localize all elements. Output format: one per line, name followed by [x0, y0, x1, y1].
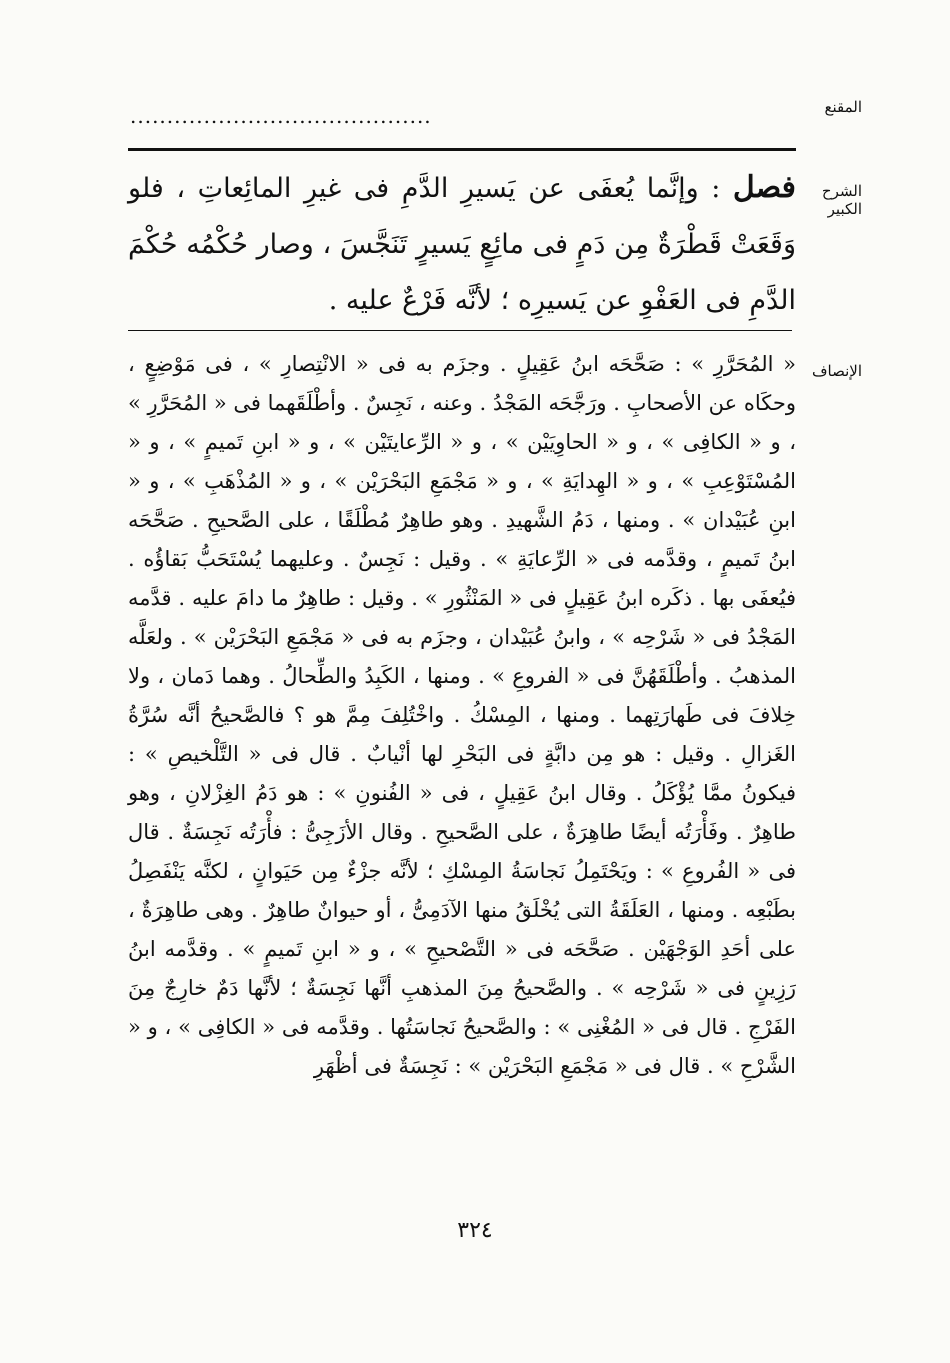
- sharh-text: : وإنَّما يُعفَى عن يَسيرِ الدَّمِ فى غيرِ المائِعاتِ ، فلو وَقَعَتْ قَطْرَةٌ مِن دَمٍ فى مائِعٍ يَسيرٍ تَنَجَّسَ ، وصار حُكْمُه حُكْمَ الدَّمِ فى العَفْوِ عن يَسيرِه ؛ لأنَّه فَرْعٌ عليه .: [128, 173, 796, 316]
- dotted-divider: .........................................: [130, 104, 432, 128]
- insaf-paragraph: « المُحَرَّرِ » : صَحَّحَه ابنُ عَقِيلٍ . وجزَم به فى « الانْتِصارِ » ، فى مَوْضِعٍ ، وحكَاه عن الأصحابِ . ورَجَّحَه المَجْدُ . وعنه ، نَجِسٌ . وأطْلَقَهما فى « المُحَرَّرِ » ، و « الكافِى » ، و « الحاوِيَيْن » ، و « الرِّعايتَيْن » ، و « ابنِ تَميمٍ » ، و « المُسْتَوْعِبِ » ، و « الهِدايَةِ » ، و « مَجْمَعِ البَحْرَيْن » ، و « المُذْهَبِ » ، و « ابنِ عُبَيْدان » . ومنها ، دَمُ الشَّهيدِ . وهو طاهِرٌ مُطْلَقًا ، على الصَّحيحِ . صَحَّحَه ابنُ تَميمٍ ، وقدَّمه فى « الرِّعايَةِ » . وقيل : نَجِسٌ . وعليهما يُسْتَحَبُّ بَقاؤُه . فيُعفَى بها . ذكَره ابنُ عَقِيلٍ فى « المَنْثُورِ » . وقيل : طاهِرٌ ما دامَ عليه . قدَّمه المَجْدُ فى « شَرْحِه » ، وابنُ عُبَيْدان ، وجزَم به فى « مَجْمَعِ البَحْرَيْن » . ولعَلَّه المذهبُ . وأطْلَقَهُنَّ فى « الفروعِ » . ومنها ، الكَبِدُ والطِّحالُ . وهما دَمان ، ولا خِلافَ فى طَهارَتِهما . ومنها ، المِسْكُ . واخْتُلِفَ مِمَّ هو ؟ فالصَّحيحُ أنَّه سُرَّةُ الغَزالِ . وقيل : هو مِن دابَّةٍ فى البَحْرِ لها أنْيابٌ . قال فى « التَّلْخيصِ » : فيكونُ ممَّا يُؤْكَلُ . وقال ابنُ عَقِيلٍ ، فى « الفُنونِ » : هو دَمُ الغِزْلانِ ، وهو طاهِرٌ . وفَأْرَتُه أيضًا طاهِرَةٌ ، على الصَّحيحِ . وقال الأزَجِىُّ : فأْرَتُه نَجِسَةٌ . قال فى « الفُروعِ » : ويَحْتَمِلُ نَجاسَةُ المِسْكِ ؛ لأنَّه جزْءٌ مِن حَيَوانٍ ، لكنَّه يَنْفَصِلُ بطَبْعِه . ومنها ، العَلَقَةُ التى يُخْلَقُ منها الآدَمِىُّ ، أو حيوانٌ طاهِرٌ . وهى طاهِرَةٌ ، على أحَدِ الوَجْهَيْن . صَحَّحَه فى « التَّصْحيحِ » ، و « ابنِ تَميمٍ » . وقدَّمه ابنُ رَزِينٍ فى « شَرْحِه » . والصَّحيحُ مِنَ المذهبِ أنَّها نَجِسَةٌ ؛ لأنَّها دَمٌ خارِجٌ مِنَ الفَرْجِ . قال فى « المُغْنِى » : والصَّحيحُ نَجاسَتُها . وقدَّمه فى « الكافِى » ، و « الشَّرْحِ » . قال فى « مَجْمَعِ البَحْرَيْن » : نَجِسَةٌ فى أظْهَرِ: [128, 352, 796, 1078]
- muqni-label: المقنع: [824, 98, 862, 116]
- insaf-label: الإنصاف: [811, 362, 862, 380]
- sharh-paragraph: [128, 160, 796, 329]
- thin-rule: [128, 330, 792, 331]
- section-heading: فصل: [732, 170, 796, 205]
- sharh-label: الشرح الكبير: [821, 182, 862, 218]
- page-number: ٣٢٤: [457, 1218, 493, 1243]
- thick-rule: [128, 148, 796, 151]
